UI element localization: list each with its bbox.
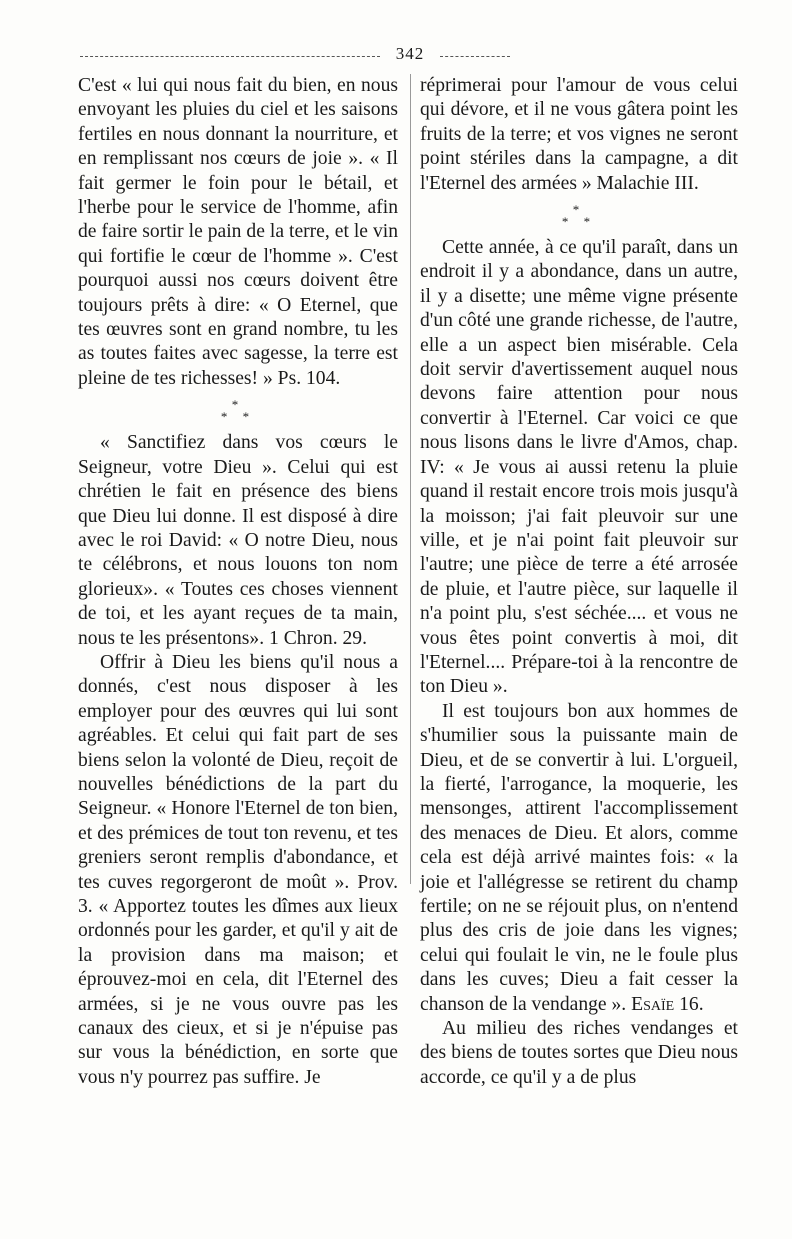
right-paragraph-1 bbox=[420, 74, 738, 196]
right-paragraph-4: Au milieu des riches vendanges et des biens de toutes sortes que Dieu nous accorde, ce qu'il y a de plus bbox=[420, 1018, 738, 1088]
asterism-bottom: * * bbox=[220, 409, 256, 425]
page-number: 342 bbox=[395, 44, 425, 63]
left-paragraph-3: Offrir à Dieu les biens qu'il nous a donnés, c'est nous disposer à les employer pour des œuvres qui lui sont agréables. Et celui qui fait part de ses biens selon la volonté de Dieu, reçoit de nouvelles bénédictions de la part du Seigneur. « Honore l'Eternel de ton bien, et des prémices de tout ton revenu, et tes greniers seront remplis d'abondance, et tes cuves regorgeront de moût ». Prov. 3. « Apportez toutes les dîmes aux lieux ordonnés pour les garder, et qu'il y ait de la provision dans ma maison; et éprouvez-moi en cela, dit l'Eternel des armées, si je ne vous ouvre pas les canaux des cieux, et si je n'épuise pas sur vous la bénédiction, en sorte que vous n'y pourrez pas suffire. Je bbox=[78, 651, 398, 1088]
section-asterism-left bbox=[78, 399, 398, 423]
header-rule-right bbox=[440, 56, 510, 57]
running-header bbox=[80, 44, 740, 68]
section-asterism-right bbox=[420, 204, 738, 228]
right-column bbox=[420, 74, 738, 1090]
right-paragraph-1-text: réprimerai pour l'amour de vous celui qui dévore, et il ne vous gâtera point les fruits de la terre; et vos vignes ne seront point stériles dans la campagne, a dit l'Eternel des armées » Malachie bbox=[420, 75, 738, 194]
right-paragraph-3 bbox=[420, 700, 738, 1017]
asterism-top: * bbox=[231, 397, 245, 413]
right-paragraph-3-reference: Esaïe 16. bbox=[631, 993, 704, 1015]
asterism-top: * bbox=[572, 202, 586, 218]
column-divider bbox=[410, 74, 411, 884]
left-paragraph-1: C'est « lui qui nous fait du bien, en nous envoyant les pluies du ciel et les saisons fertiles en nous donnant la nourriture, et en remplissant nos cœurs de joie ». « Il fait germer le foin pour le bétail, et l'herbe pour le service de l'homme, afin de faire sortir le pain de la terre, et le vin qui fortifie le cœur de l'homme ». C'est pourquoi aussi nos cœurs doivent être toujours prêts à dire: « O Eternel, que tes œuvres sont en grand nombre, tu les as toutes faites avec sagesse, la terre est pleine de tes richesses! » Ps. 104. bbox=[78, 75, 398, 389]
left-paragraph-2: « Sanctifiez dans vos cœurs le Seigneur, votre Dieu ». Celui qui est chrétien le fait en présence des biens que Dieu lui donne. Il est disposé à dire avec le roi David: « O notre Dieu, nous te célébrons, et nous louons ton nom glorieux». « Toutes ces choses viennent de toi, et les ayant reçues de ta main, nous te les présentons». 1 Chron. 29. bbox=[78, 432, 398, 649]
asterism-bottom: * * bbox=[561, 214, 597, 230]
right-paragraph-3-text: Il est toujours bon aux hommes de s'humilier sous la puissante main de Dieu, et de se convertir à lui. L'orgueil, la fierté, l'arrogance, la moquerie, les mensonges, attirent l'accomplissement des menaces de Dieu. Et alors, comme cela est déjà arrivé maintes fois: « la joie et l'allégresse se retirent du champ fertile; on ne se réjouit plus, on n'entend plus des cris de joie dans les vignes; celui qui foulait le vin, ne le foule plus dans les cuves; Dieu a fait cesser la chanson de la vendange ». bbox=[420, 700, 738, 1015]
right-paragraph-2: Cette année, à ce qu'il paraît, dans un endroit il y a abondance, dans un autre, il y a disette; une même vigne présente d'un côté une grande richesse, de l'autre, elle a un aspect bien misérable. Cela doit servir d'avertissement auquel nous devons faire attention pour nous convertir à l'Eternel. Car voici ce que nous lisons dans le livre d'Amos, chap. IV: « Je vous ai aussi retenu la pluie quand il restait encore trois mois jusqu'à la moisson; j'ai fait pleuvoir sur une ville, et je n'ai point fait pleuvoir sur l'autre; une pièce de terre a été arrosée de pluie, et l'autre pièce, sur laquelle il n'a point plu, s'est séchée.... et vous ne vous êtes point convertis à moi, dit l'Eternel.... Prépare-toi à la rencontre de ton Dieu ». bbox=[420, 237, 738, 698]
left-column bbox=[78, 74, 398, 1090]
header-rule-left bbox=[80, 56, 380, 57]
right-paragraph-1-reference: III. bbox=[674, 172, 699, 194]
